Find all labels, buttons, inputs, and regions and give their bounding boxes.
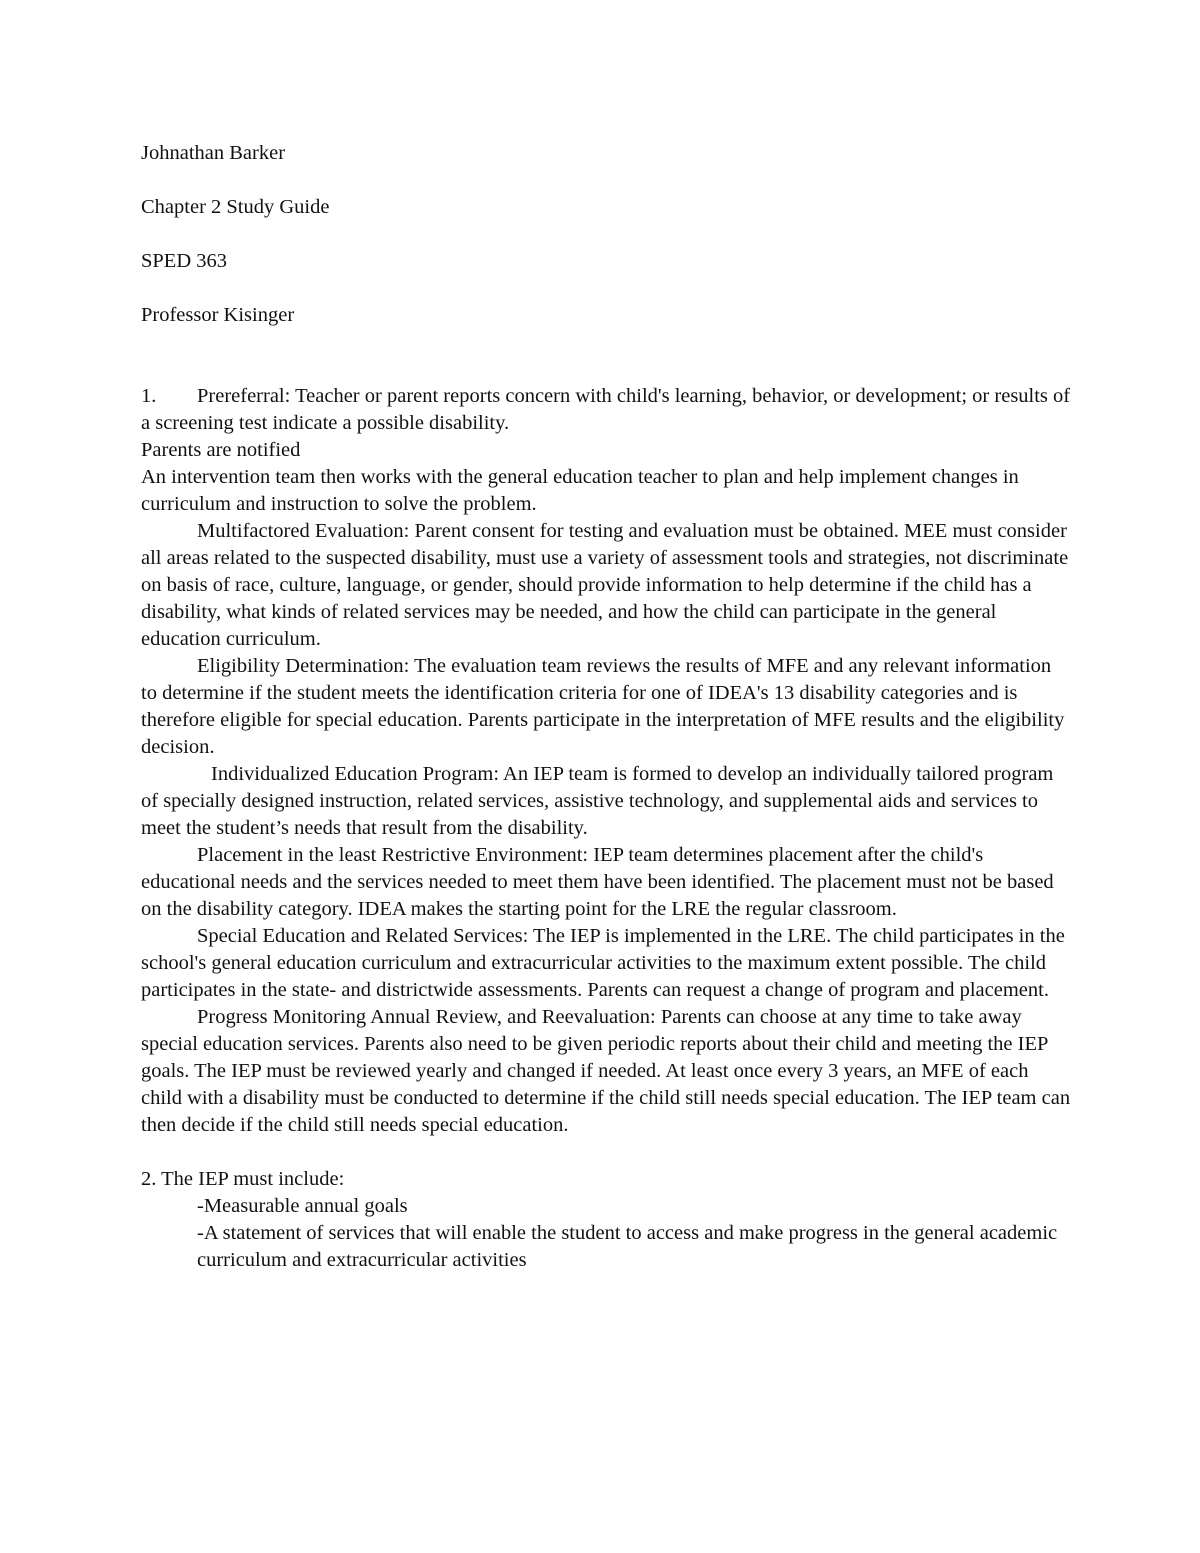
section-2 xyxy=(141,1166,1071,1274)
list-item: -Measurable annual goals xyxy=(197,1195,408,1217)
section-1 xyxy=(141,383,1071,1139)
prereferral-text: Prereferral: Teacher or parent reports concern with child's learning, behavior, or development; or results of a screening test indicate a possible disability. xyxy=(141,385,1071,434)
list-item: -A statement of services that will enable the student to access and make progress in the general academic curriculum and extracurricular activities xyxy=(197,1222,1058,1271)
professor-name: Professor Kisinger xyxy=(141,304,295,326)
special-education-paragraph: Special Education and Related Services: The IEP is implemented in the LRE. The child participates in the school's general education curriculum and extracurricular activities to the maximum extent possible. The child participates in the state- and districtwide assessments. Parents can request a change of program and placement. xyxy=(141,925,1065,1001)
progress-monitoring-paragraph: Progress Monitoring Annual Review, and Reevaluation: Parents can choose at any time to take away special education services. Parents also need to be given periodic reports about their child and meeting the IEP goals. The IEP must be reviewed yearly and changed if needed. At least once every 3 years, an MFE of each child with a disability must be conducted to determine if the child still needs special education. The IEP team can then decide if the child still needs special education. xyxy=(141,1006,1071,1136)
intervention-paragraph: An intervention team then works with the general education teacher to plan and help implement changes in curriculum and instruction to solve the problem. xyxy=(141,466,1019,515)
course-code: SPED 363 xyxy=(141,250,228,272)
iep-program-paragraph: Individualized Education Program: An IEP team is formed to develop an individually tailored program of specially designed instruction, related services, assistive technology, and supplemental aids and services to meet the student’s needs that result from the disability. xyxy=(141,763,1054,839)
student-name: Johnathan Barker xyxy=(141,142,286,164)
document-title: Chapter 2 Study Guide xyxy=(141,196,330,218)
prereferral-paragraph xyxy=(141,383,1071,437)
multifactored-evaluation-paragraph: Multifactored Evaluation: Parent consent for testing and evaluation must be obtained. MEE must consider all areas related to the suspected disability, must use a variety of assessment tools and strategies, not discriminate on basis of race, culture, language, or gender, should provide information to help determine if the child has a disability, what kinds of related services may be needed, and how the child can participate in the general education curriculum. xyxy=(141,520,1069,650)
item-number: 1. xyxy=(141,385,157,407)
document-body xyxy=(141,140,1071,1274)
section-2-heading: 2. The IEP must include: xyxy=(141,1168,345,1190)
placement-paragraph: Placement in the least Restrictive Environment: IEP team determines placement after the child's educational needs and the services needed to meet them have been identified. The placement must not be based on the disability category. IDEA makes the starting point for the LRE the regular classroom. xyxy=(141,844,1054,920)
eligibility-determination-paragraph: Eligibility Determination: The evaluation team reviews the results of MFE and any relevant information to determine if the student meets the identification criteria for one of IDEA's 13 disability categories and is therefore eligible for special education. Parents participate in the interpretation of MFE results and the eligibility decision. xyxy=(141,655,1065,758)
parents-notified-paragraph: Parents are notified xyxy=(141,439,301,461)
